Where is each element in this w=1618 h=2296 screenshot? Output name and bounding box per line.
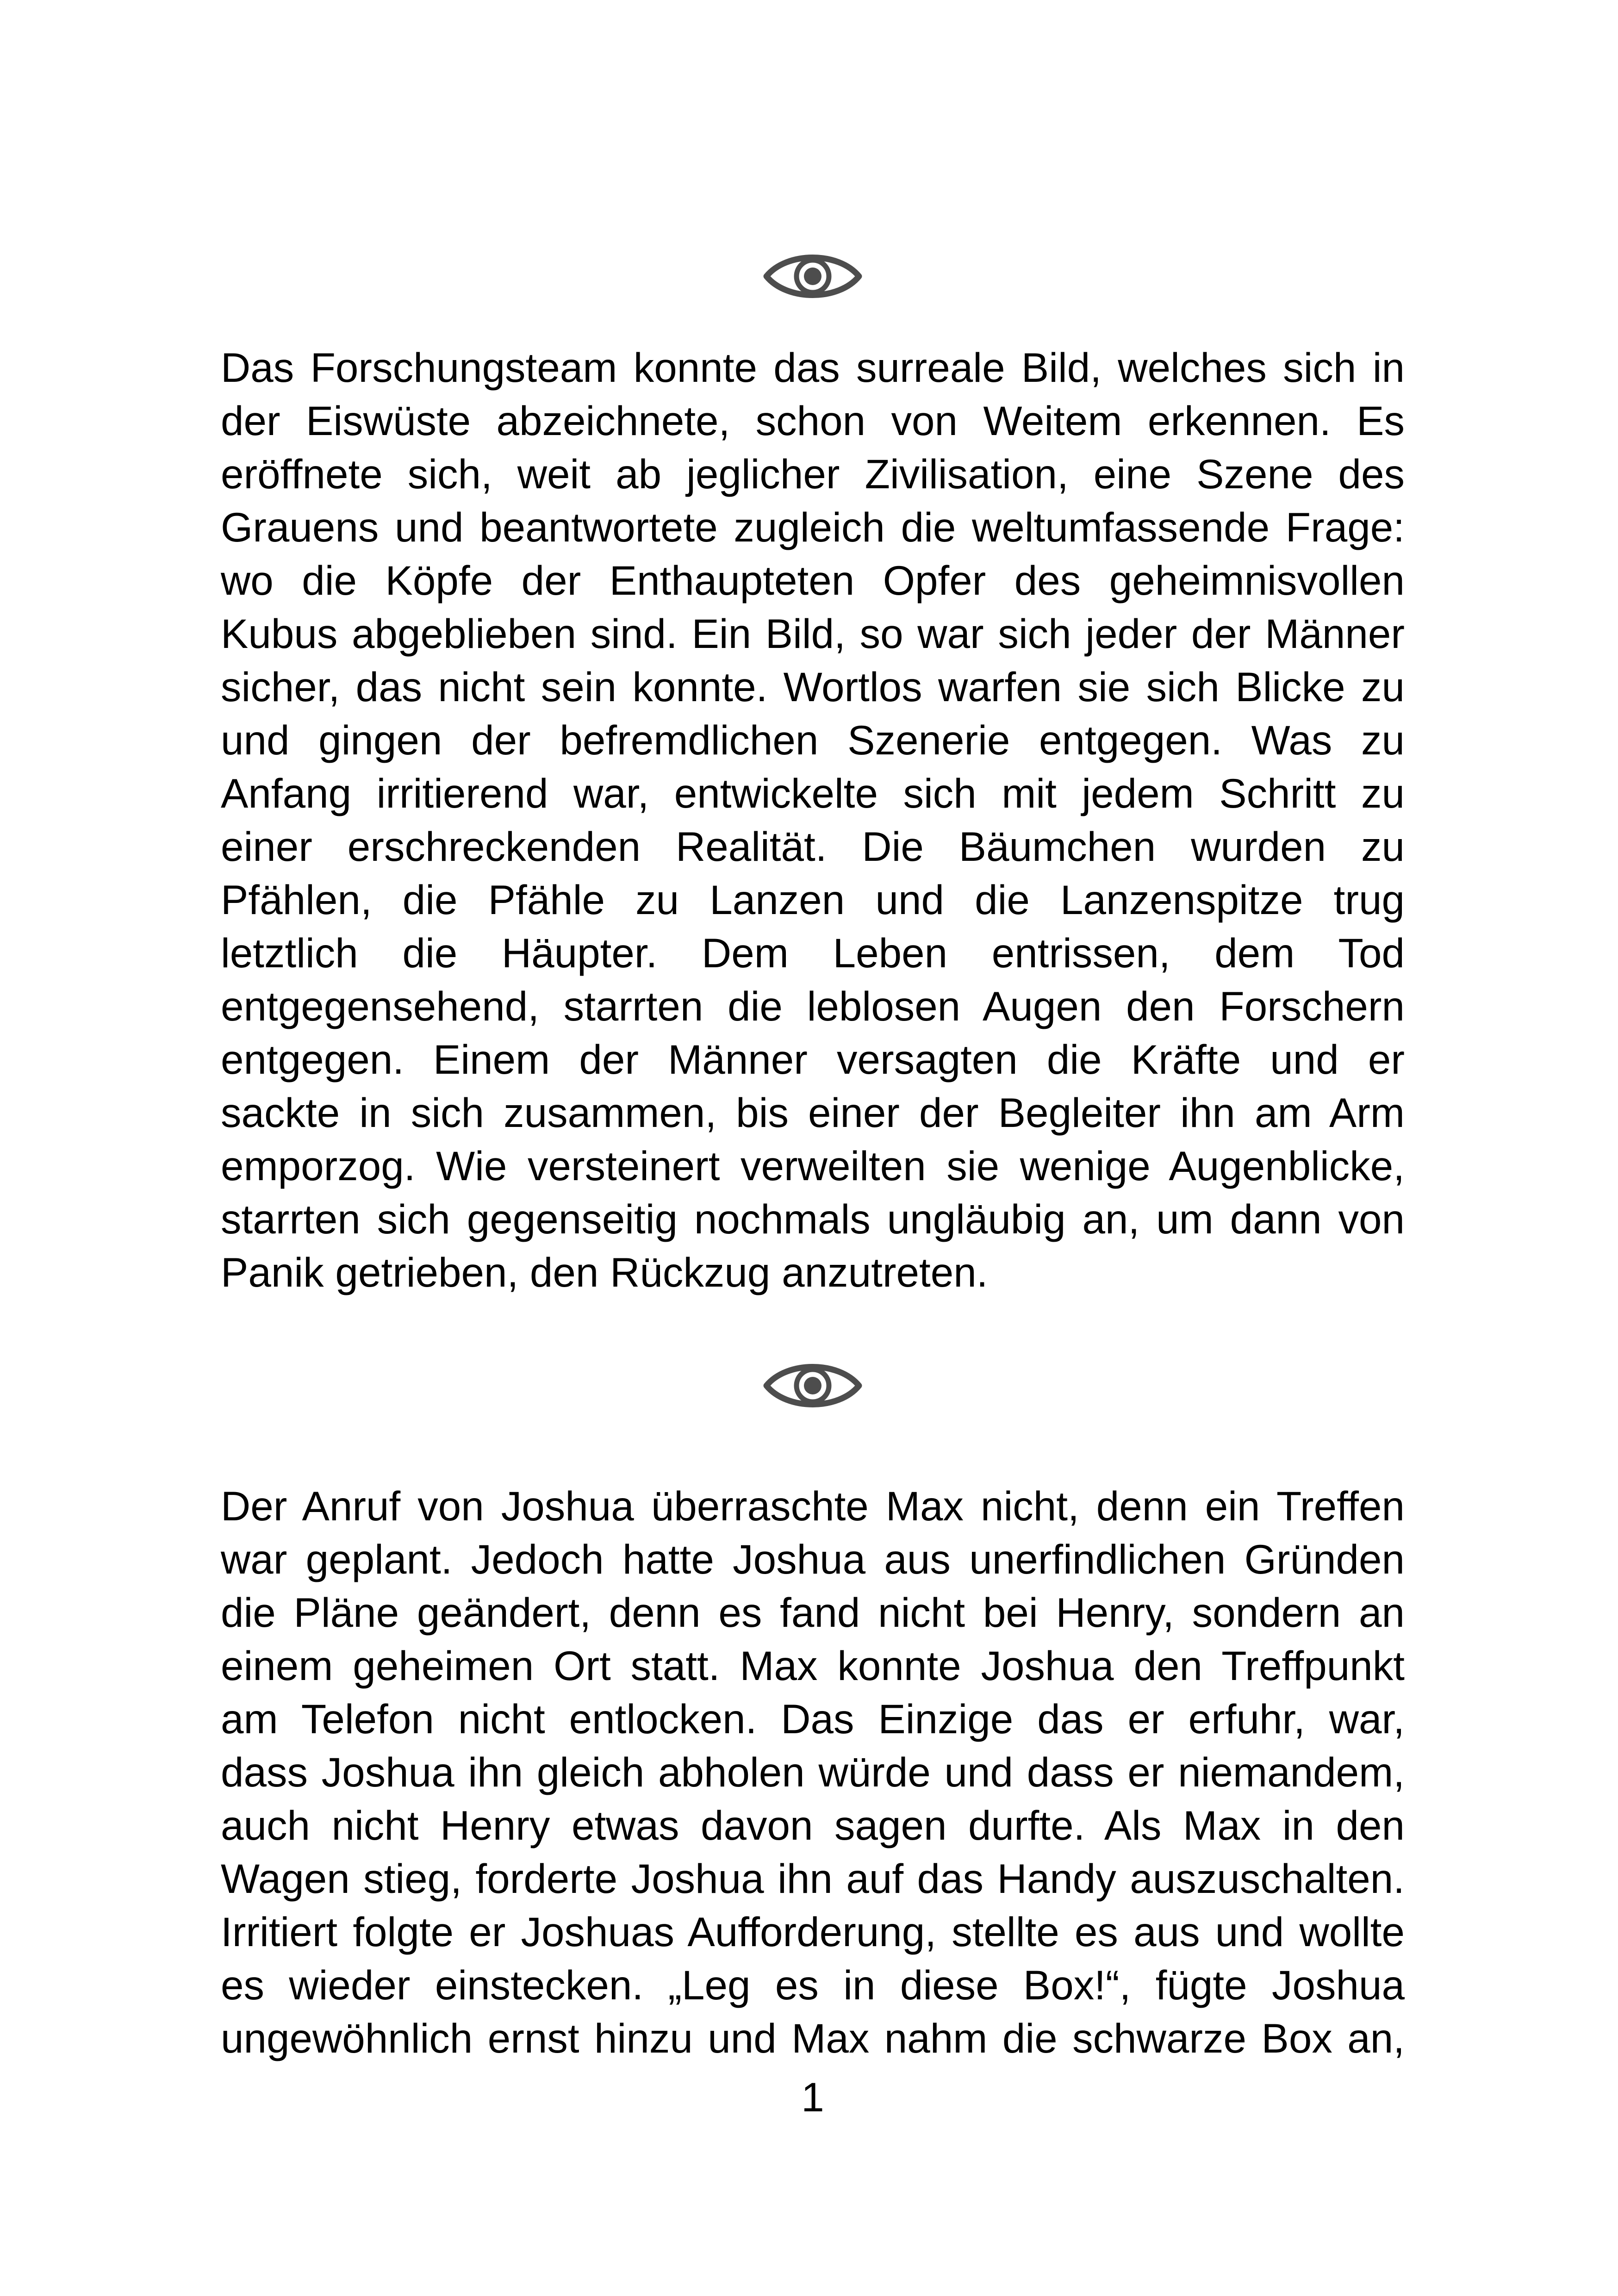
text-line: entgegensehend, starrten die leblosen Augen den Forschern <box>221 983 1405 1029</box>
paragraph-1 <box>221 341 1405 1299</box>
text-line: die Pläne geändert, denn es fand nicht bei Henry, sondern an <box>221 1589 1405 1636</box>
eye-icon <box>763 248 863 305</box>
paragraph-2 <box>221 1480 1405 2065</box>
text-line: Kubus abgeblieben sind. Ein Bild, so war sich jeder der Männer <box>221 610 1405 657</box>
text-line: emporzog. Wie versteinert verweilten sie wenige Augenblicke, <box>221 1143 1405 1189</box>
text-line: letztlich die Häupter. Dem Leben entrissen, dem Tod <box>221 930 1405 976</box>
text-line: Irritiert folgte er Joshuas Aufforderung, stellte es aus und wollte <box>221 1909 1405 1955</box>
text-line: auch nicht Henry etwas davon sagen durfte. Als Max in den <box>221 1802 1405 1848</box>
section-divider-1 <box>763 248 863 305</box>
text-line: dass Joshua ihn gleich abholen würde und dass er niemandem, <box>221 1749 1405 1795</box>
text-line: eröffnete sich, weit ab jeglicher Zivilisation, eine Szene des <box>221 451 1405 497</box>
text-line: Anfang irritierend war, entwickelte sich mit jedem Schritt zu <box>221 770 1405 816</box>
text-line: Das Forschungsteam konnte das surreale Bild, welches sich in <box>221 344 1405 391</box>
text-line: es wieder einstecken. „Leg es in diese Box!“, fügte Joshua <box>221 1962 1405 2008</box>
text-line: Grauens und beantwortete zugleich die weltumfassende Frage: <box>221 504 1405 550</box>
text-line: Panik getrieben, den Rückzug anzutreten. <box>221 1249 988 1295</box>
text-line: der Eiswüste abzeichnete, schon von Weitem erkennen. Es <box>221 398 1405 444</box>
text-line: entgegen. Einem der Männer versagten die Kräfte und er <box>221 1036 1405 1083</box>
text-line: sicher, das nicht sein konnte. Wortlos warfen sie sich Blicke zu <box>221 664 1405 710</box>
text-line: einem geheimen Ort statt. Max konnte Joshua den Treffpunkt <box>221 1643 1405 1689</box>
eye-icon <box>763 1357 863 1414</box>
text-line: sackte in sich zusammen, bis einer der Begleiter ihn am Arm <box>221 1089 1405 1136</box>
text-line: war geplant. Jedoch hatte Joshua aus unerfindlichen Gründen <box>221 1536 1405 1582</box>
text-line: ungewöhnlich ernst hinzu und Max nahm die schwarze Box an, <box>221 2015 1405 2061</box>
text-line: Der Anruf von Joshua überraschte Max nicht, denn ein Treffen <box>221 1483 1405 1529</box>
text-line: Pfählen, die Pfähle zu Lanzen und die Lanzenspitze trug <box>221 877 1405 923</box>
text-line: wo die Köpfe der Enthaupteten Opfer des geheimnisvollen <box>221 557 1405 604</box>
text-line: Wagen stieg, forderte Joshua ihn auf das Handy auszuschalten. <box>221 1855 1405 1902</box>
text-line: starrten sich gegenseitig nochmals ungläubig an, um dann von <box>221 1196 1405 1242</box>
section-divider-2 <box>763 1357 863 1414</box>
text-line: am Telefon nicht entlocken. Das Einzige das er erfuhr, war, <box>221 1696 1405 1742</box>
text-line: einer erschreckenden Realität. Die Bäumchen wurden zu <box>221 823 1405 870</box>
text-line: und gingen der befremdlichen Szenerie entgegen. Was zu <box>221 717 1405 763</box>
page-number: 1 <box>801 2074 824 2120</box>
